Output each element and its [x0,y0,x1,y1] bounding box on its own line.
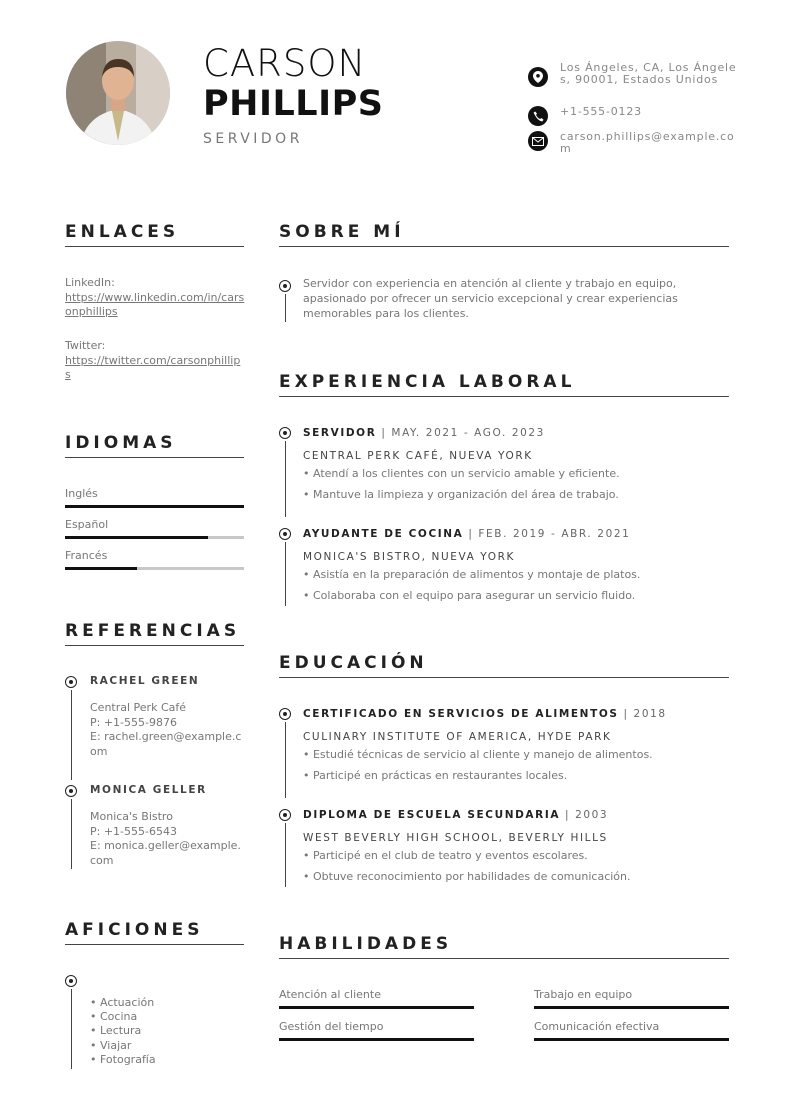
location-pin-icon [528,67,548,87]
timeline-line [71,690,72,780]
hobby-item: • Fotografía [90,1052,156,1066]
timeline-bullet-icon [279,280,291,292]
hobby-item: • Cocina [90,1010,138,1024]
experience-date: | MAY. 2021 - AGO. 2023 [376,427,545,439]
experience-bullet: • Colaboraba con el equipo para asegurar un servicio fluido. [303,589,636,602]
language-label: Inglés [65,487,98,500]
experience-header [303,528,630,540]
reference-name: RACHEL GREEN [90,675,200,687]
skill-bar [279,1038,474,1041]
skills-heading: HABILIDADES [279,934,453,954]
timeline-bullet-icon [279,427,291,439]
timeline-bullet-icon [279,708,291,720]
experience-date: | FEB. 2019 - ABR. 2021 [463,528,631,540]
timeline-bullet-icon [65,785,77,797]
education-bullet: • Participé en el club de teatro y eventos escolares. [303,849,588,862]
skill-bar-fill [279,1038,474,1041]
education-header [303,809,608,821]
email-icon [528,131,548,151]
timeline-bullet-icon [279,809,291,821]
first-name: CARSON [203,42,367,85]
hobbies-list [90,996,156,1067]
reference-phone: P: +1-555-6543 [90,824,177,838]
reference-company: Monica's Bistro [90,810,173,823]
languages-divider [65,457,244,458]
education-degree: DIPLOMA DE ESCUELA SECUNDARIA [303,809,561,821]
timeline-line [285,441,286,517]
education-bullet: • Estudié técnicas de servicio al cliente y manejo de alimentos. [303,748,653,761]
link-linkedin-label: LinkedIn: [65,276,115,289]
timeline-line [285,294,286,322]
experience-place: CENTRAL PERK CAFÉ, NUEVA YORK [303,450,533,462]
skill-bar [279,1006,474,1009]
skill-bar-fill [279,1006,474,1009]
skill-bar-fill [534,1038,729,1041]
language-bar [65,567,244,570]
language-bar-fill [65,567,137,570]
experience-bullet: • Mantuve la limpieza y organización del área de trabajo. [303,488,619,501]
phone-icon [528,106,548,126]
experience-bullet: • Asistía en la preparación de alimentos y montaje de platos. [303,568,641,581]
experience-place: MONICA'S BISTRO, NUEVA YORK [303,551,515,563]
hobbies-heading: AFICIONES [65,920,204,940]
email-text: carson.phillips@example.com [560,130,735,155]
language-bar [65,536,244,539]
skill-label: Gestión del tiempo [279,1020,384,1033]
education-degree: CERTIFICADO EN SERVICIOS DE ALIMENTOS [303,708,619,720]
reference-details [90,810,245,868]
skill-label: Comunicación efectiva [534,1020,660,1033]
links-divider [65,246,244,247]
about-heading: SOBRE MÍ [279,222,405,242]
education-bullet: • Participé en prácticas en restaurantes locales. [303,769,568,782]
hobby-item: • Actuación [90,996,155,1009]
experience-heading: EXPERIENCIA LABORAL [279,372,576,392]
link-linkedin-url[interactable]: https://www.linkedin.com/in/carsonphillips [65,290,245,318]
skill-bar-fill [534,1006,729,1009]
reference-name: MONICA GELLER [90,784,207,796]
hobbies-divider [65,944,244,945]
education-school: CULINARY INSTITUTE OF AMERICA, HYDE PARK [303,731,612,743]
language-bar-fill [65,505,244,508]
about-divider [279,246,729,247]
timeline-line [71,989,72,1069]
contact-email [528,131,738,155]
skill-bar [534,1038,729,1041]
job-title: SERVIDOR [203,131,303,147]
skill-label: Trabajo en equipo [534,988,633,1001]
skill-bar [534,1006,729,1009]
timeline-bullet-icon [65,975,77,987]
last-name: PHILLIPS [203,84,384,124]
profile-photo [66,41,170,145]
experience-role: SERVIDOR [303,427,377,439]
reference-details [90,701,245,759]
experience-bullet: • Atendí a los clientes con un servicio amable y eficiente. [303,467,620,480]
link-linkedin [65,276,245,320]
timeline-bullet-icon [279,528,291,540]
language-bar-fill [65,536,208,539]
experience-divider [279,396,729,397]
reference-company: Central Perk Café [90,701,187,714]
skills-divider [279,958,729,959]
experience-role: AYUDANTE DE COCINA [303,528,464,540]
address-text: Los Ángeles, CA, Los Ángeles, 90001, Estados Unidos [560,61,737,86]
language-label: Español [65,518,109,531]
timeline-line [285,823,286,887]
phone-text: +1-555-0123 [560,105,642,118]
education-heading: EDUCACIÓN [279,653,428,673]
references-heading: REFERENCIAS [65,621,241,641]
education-header [303,708,667,720]
education-date: | 2018 [618,708,667,720]
education-school: WEST BEVERLY HIGH SCHOOL, BEVERLY HILLS [303,832,608,844]
hobby-item: • Lectura [90,1024,142,1038]
reference-email: E: monica.geller@example.com [90,839,241,867]
experience-header [303,427,545,439]
contact-phone [528,106,738,126]
about-text: Servidor con experiencia en atención al cliente y trabajo en equipo, apasionado por ofrecer un servicio excepcional y crear experiencias memorables para los clientes. [303,277,678,320]
links-heading: ENLACES [65,222,180,242]
languages-heading: IDIOMAS [65,433,177,453]
education-date: | 2003 [560,809,609,821]
references-divider [65,645,244,646]
timeline-line [71,799,72,869]
link-twitter [65,339,245,383]
timeline-line [285,722,286,798]
language-bar [65,505,244,508]
language-label: Francés [65,549,108,562]
education-divider [279,677,729,678]
timeline-line [285,542,286,606]
skill-label: Atención al cliente [279,988,381,1001]
link-twitter-url[interactable]: https://twitter.com/carsonphillips [65,353,241,381]
hobby-item: • Viajar [90,1038,132,1052]
link-twitter-label: Twitter: [65,339,106,352]
reference-phone: P: +1-555-9876 [90,715,177,729]
timeline-bullet-icon [65,676,77,688]
education-bullet: • Obtuve reconocimiento por habilidades de comunicación. [303,870,631,883]
contact-address [528,62,738,87]
reference-email: E: rachel.green@example.com [90,730,242,758]
